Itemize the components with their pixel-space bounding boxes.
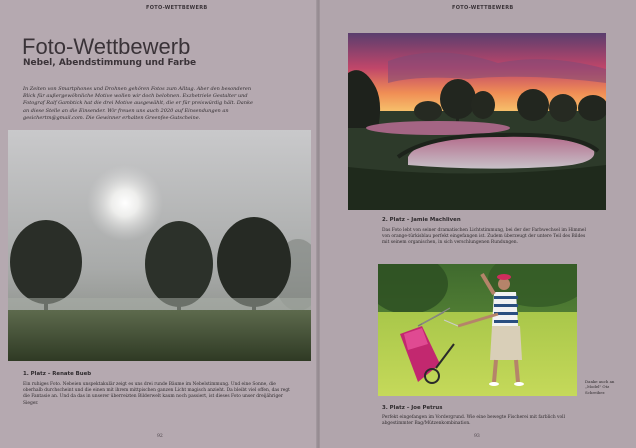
first-place-title: 1. Platz – Renate Bueb xyxy=(23,371,92,377)
page-gutter xyxy=(316,0,320,448)
left-page-number: 92 xyxy=(157,434,163,439)
photo-second-place xyxy=(348,33,606,210)
photo-first-place xyxy=(8,130,311,361)
second-place-title: 2. Platz – Jamie Machliven xyxy=(382,217,461,223)
second-place-text: Das Foto lebt von seiner dramatischen Lichtstimmung, bei der der Farbwechsel im Himmel von orange-türkisblau perfekt eingefangen ist. Zudem überzeugt der untere Teil des Bildes mit seinem organischen, in sich verschlungenen Rundungen. xyxy=(382,228,586,246)
photo-third-place xyxy=(378,264,577,396)
first-place-text: Ein ruhiges Foto. Nebeien unspektakulär zeigt es uns drei runde Bäume im Nebelstimmung. Und eine Sonne, die oberhalb durchscheint und die einen mit ihrem mittpischen ganzen Licht magisch anzieht. Da bleibt viel offen, das regt die Fantasie an. Und da das in unserer überreizten Bilderwelt kaum noch passiert, ist dieses Foto unser dreijähriger Sieger. xyxy=(23,382,290,406)
left-running-header: FOTO-WETTBEWERB xyxy=(146,5,208,11)
right-page-number: 93 xyxy=(474,434,480,439)
article-subtitle: Nebel, Abendstimmung und Farbe xyxy=(23,58,197,68)
article-title: Foto-Wettbewerb xyxy=(22,34,191,59)
third-place-text: Perfekt eingefangen im Vordergrund. Wie eine bewegte Fischerei mit farblich voll abgestimmter Bag/Mützenkombination. xyxy=(382,415,565,427)
right-running-header: FOTO-WETTBEWERB xyxy=(452,5,514,11)
third-place-title: 3. Platz – Joe Petrus xyxy=(382,405,443,411)
intro-paragraph: In Zeiten von Smartphones und Drohnen gehören Fotos zum Alltag. Aber den besonderen Blick für außergewöhnliche Motive wollen wir doch belohnen. Exzhetriele Gestalter und Fotograf Ralf Gambtick hat die drei Motive ausgewählt, die er für preiswürdig hält. Danke an diese Stelle an die Einsender. Wir freuen uns auch 2020 auf Einsendungen an gesichertm@gmail.com. Die Gewinner erhalten Greenfee-Gutscheine. xyxy=(23,86,253,121)
side-note: Danke auch an „Model" Otz Schreiber. xyxy=(585,379,615,395)
